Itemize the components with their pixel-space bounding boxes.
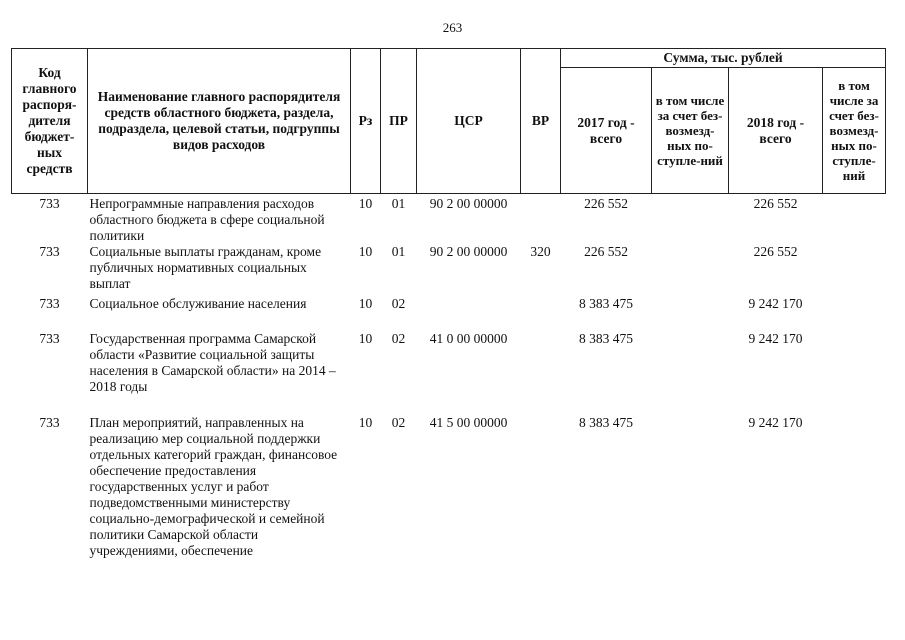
cell-2018-free <box>823 244 886 296</box>
header-row-top <box>12 49 886 68</box>
cell-csr: 41 0 00 00000 <box>429 331 508 346</box>
cell-code: 733 <box>39 331 60 346</box>
cell-vr: 320 <box>530 244 551 259</box>
cell-rz: 10 <box>358 244 373 259</box>
cell-2018: 226 552 <box>753 196 798 211</box>
header-2018-free: в том числе за счет без-возмезд-ных по-ступле-ний <box>823 68 886 194</box>
cell-csr: 90 2 00 00000 <box>429 196 508 211</box>
table-row <box>12 244 886 296</box>
cell-name: Непрограммные направления расходов областного бюджета в сфере социальной политики <box>89 196 325 243</box>
table-row <box>12 415 886 559</box>
cell-code: 733 <box>39 415 60 430</box>
page-number: 263 <box>442 20 463 35</box>
cell-2018-free <box>823 296 886 331</box>
cell-2018-free <box>823 194 886 245</box>
cell-name: План мероприятий, направленных на реализацию мер социальной поддержки отдельных категорий граждан, финансовое обеспечение предоставления государственных услуг и работ подведомственными министерству социально-демографической и семейной политики Самарской области учреждениями, обеспечение <box>89 415 338 558</box>
cell-code: 733 <box>39 296 60 311</box>
header-2018-total: 2018 год - всего <box>729 68 823 194</box>
cell-2017-free <box>652 331 729 415</box>
header-code: Код главного распоря-дителя бюджет-ных средств <box>12 49 88 194</box>
cell-vr <box>521 415 561 559</box>
cell-vr <box>521 331 561 415</box>
header-pr: ПР <box>381 49 417 194</box>
header-rz: Рз <box>351 49 381 194</box>
cell-name: Социальное обслуживание населения <box>89 296 307 311</box>
cell-2017-free <box>652 296 729 331</box>
cell-csr: 90 2 00 00000 <box>429 244 508 259</box>
cell-pr: 02 <box>391 331 406 346</box>
cell-vr <box>521 296 561 331</box>
cell-rz: 10 <box>358 415 373 430</box>
cell-2018-free <box>823 415 886 559</box>
cell-code: 733 <box>39 196 60 211</box>
cell-csr: 41 5 00 00000 <box>429 415 508 430</box>
cell-2018: 9 242 170 <box>748 296 803 311</box>
cell-pr: 02 <box>391 415 406 430</box>
cell-2017-free <box>652 194 729 245</box>
header-2017-free: в том числе за счет без-возмезд-ных по-ступле-ний <box>652 68 729 194</box>
header-vr: ВР <box>521 49 561 194</box>
table-row <box>12 194 886 245</box>
cell-2018: 226 552 <box>753 244 798 259</box>
cell-2017: 226 552 <box>584 244 628 259</box>
table-row <box>12 331 886 415</box>
cell-2017-free <box>652 244 729 296</box>
cell-2017: 8 383 475 <box>579 415 633 430</box>
cell-pr: 02 <box>391 296 406 311</box>
table-row <box>12 296 886 331</box>
header-csr: ЦСР <box>417 49 521 194</box>
cell-2017: 8 383 475 <box>579 296 633 311</box>
cell-name: Государственная программа Самарской области «Развитие социальной защиты населения в Самарской области» на 2014 – 2018 годы <box>89 331 336 394</box>
header-2017-total: 2017 год - всего <box>561 68 652 194</box>
cell-2018-free <box>823 331 886 415</box>
cell-2018: 9 242 170 <box>748 331 803 346</box>
cell-2017: 226 552 <box>584 196 628 211</box>
cell-rz: 10 <box>358 331 373 346</box>
cell-pr: 01 <box>391 196 406 211</box>
cell-csr <box>417 296 521 331</box>
cell-rz: 10 <box>358 196 373 211</box>
cell-2018: 9 242 170 <box>748 415 803 430</box>
cell-2017: 8 383 475 <box>579 331 633 346</box>
cell-vr <box>521 194 561 245</box>
cell-rz: 10 <box>358 296 373 311</box>
header-name: Наименование главного распорядителя средств областного бюджета, раздела, подраздела, целевой статьи, подгруппы видов расходов <box>88 49 351 194</box>
budget-table <box>11 48 886 559</box>
cell-name: Социальные выплаты гражданам, кроме публичных нормативных социальных выплат <box>89 244 322 291</box>
cell-2017-free <box>652 415 729 559</box>
cell-code: 733 <box>39 244 60 259</box>
cell-pr: 01 <box>391 244 406 259</box>
header-sum-group: Сумма, тыс. рублей <box>561 49 886 68</box>
